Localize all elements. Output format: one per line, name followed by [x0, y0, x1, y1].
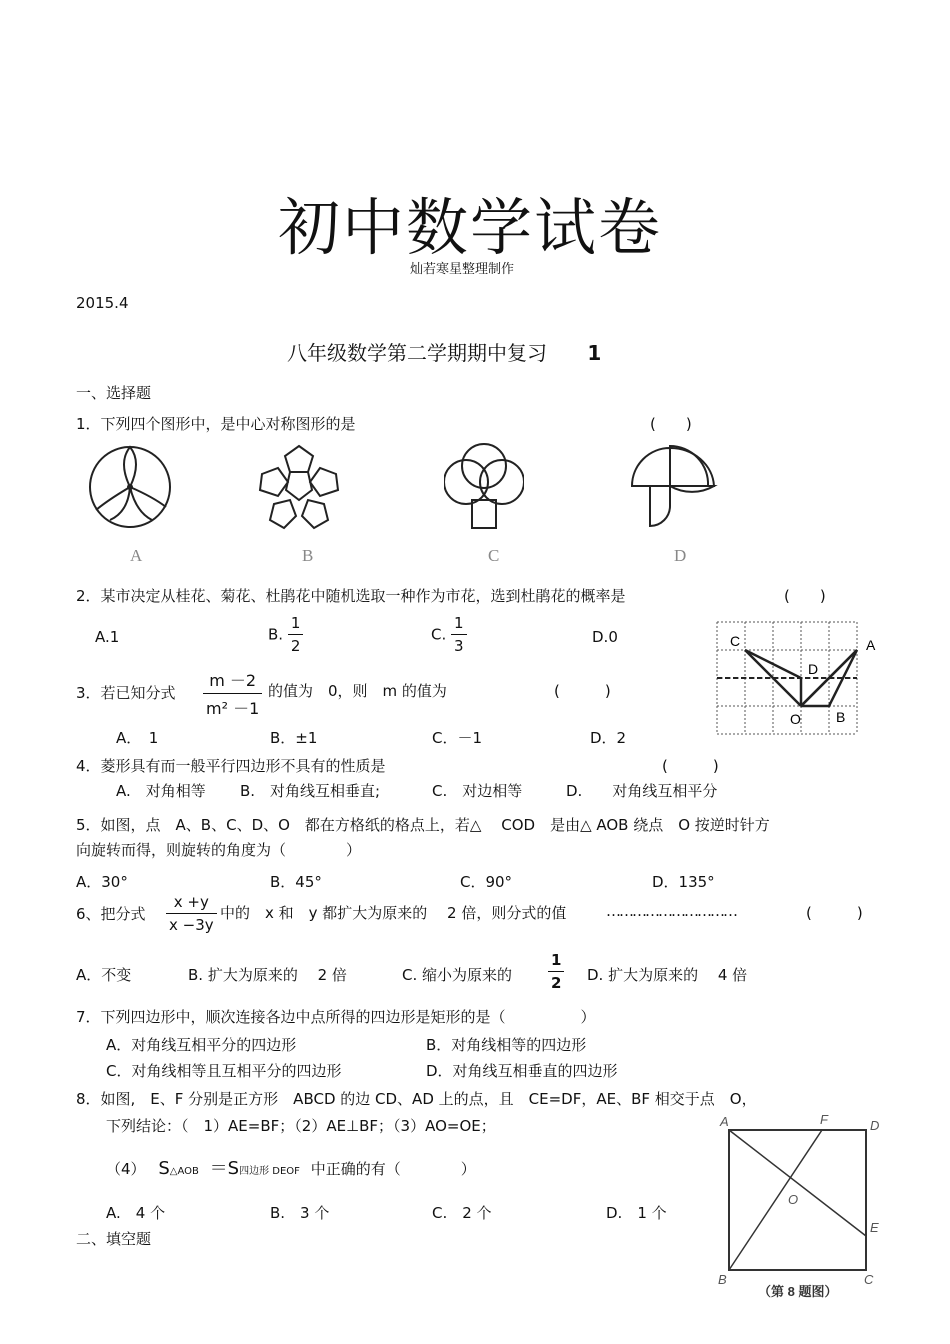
page-subtitle: 灿若寒星整理制作: [410, 262, 515, 277]
q4-paren: ( ): [662, 757, 719, 775]
q1-label-c: C: [488, 546, 500, 565]
q8-square-figure: [712, 1108, 892, 1302]
q2-option-b-label: B.: [268, 625, 284, 644]
q7-option-a: A．对角线互相平分的四边形: [106, 1036, 297, 1054]
q8-option-b: B. 3 个: [270, 1204, 330, 1222]
q3-option-d: D．2: [590, 729, 627, 747]
q8-caption: （第 8 题图）: [758, 1284, 838, 1299]
q2-option-a: A.1: [95, 628, 120, 646]
q5-label-c: C: [730, 633, 741, 649]
exam-title: [287, 337, 601, 366]
q4-option-a: A. 对角相等: [116, 782, 206, 800]
q6-option-c: C. 缩小为原来的: [402, 966, 513, 984]
q8-option-a: A. 4 个: [106, 1204, 166, 1222]
q3-text-post: 的值为 0，则 m 的值为: [268, 682, 447, 700]
section-choice: 一、选择题: [76, 384, 152, 402]
q8-label-b: B: [718, 1272, 727, 1287]
q7-text: 7．下列四边形中，顺次连接各边中点所得的四边形是矩形的是（ ）: [76, 1008, 596, 1026]
q8-item4-label: （4）: [106, 1160, 146, 1178]
q6-c-numerator: 1: [548, 951, 564, 972]
q5-label-a: A: [866, 637, 876, 653]
q2-b-numerator: 1: [288, 614, 304, 635]
q8-label-c: C: [864, 1272, 874, 1287]
q2-fraction-c: [451, 614, 467, 655]
q6-text-post: 中的 x 和 y 都扩大为原来的 2 倍，则分式的值: [220, 904, 567, 922]
page-title: 初中数学试卷: [278, 191, 663, 264]
q5-option-d: D．135°: [652, 873, 715, 891]
q8-label-d: D: [870, 1118, 880, 1133]
exam-number: 1: [587, 341, 602, 365]
q6-paren: ( ): [806, 904, 863, 922]
q3-option-c: C．－1: [432, 729, 483, 747]
q1-figure-b: [254, 442, 344, 532]
q1-figure-a: [88, 442, 174, 532]
q4-option-d: D. 对角线互相平分: [566, 782, 718, 800]
q5-line1: 5．如图，点 A、B、C、D、O 都在方格纸的格点上，若△ COD 是由△ AOB 绕点 O 按逆时针方: [76, 816, 770, 834]
q8-s1-sub: △AOB: [169, 1166, 199, 1177]
q8-equals: ＝S: [209, 1158, 240, 1179]
q8-label-a: A: [720, 1114, 729, 1129]
q2-b-denominator: 2: [290, 637, 301, 655]
q2-option-b: [268, 614, 303, 655]
q3-option-b: B．±1: [270, 729, 318, 747]
q8-option-c: C. 2 个: [432, 1204, 492, 1222]
q6-c-denominator: 2: [551, 974, 562, 992]
q5-label-d: D: [808, 661, 819, 677]
q2-c-denominator: 3: [454, 637, 464, 655]
q5-option-c: C．90°: [460, 873, 513, 891]
q2-fraction-b: [288, 614, 304, 655]
q8-label-o: O: [788, 1192, 799, 1207]
q6-option-b: B. 扩大为原来的 2 倍: [188, 966, 347, 984]
q1-figure-c: [444, 440, 524, 530]
q1-text: 1．下列四个图形中，是中心对称图形的是: [76, 415, 356, 433]
q3-text-pre: 3．若已知分式: [76, 684, 176, 702]
q2-option-c-label: C.: [431, 625, 447, 644]
q7-option-d: D．对角线互相垂直的四边形: [426, 1062, 618, 1080]
q5-line2: 向旋转而得，则旋转的角度为（ ）: [76, 841, 362, 859]
q6-numerator: x +y: [166, 893, 217, 914]
q3-option-a: A． 1: [116, 729, 159, 747]
q5-label-b: B: [836, 709, 846, 725]
q2-option-d: D.0: [592, 628, 618, 646]
q8-s2-sub: 四边形 DEOF: [239, 1166, 300, 1177]
q5-option-a: A．30°: [76, 873, 128, 891]
q3-paren: ( ): [554, 682, 611, 700]
q2-option-c: [431, 614, 467, 655]
q8-line3-post: 中正确的有（ ）: [310, 1160, 476, 1178]
q7-option-c: C．对角线相等且互相平分的四边形: [106, 1062, 342, 1080]
q4-text: 4．菱形具有而一般平行四边形不具有的性质是: [76, 757, 386, 775]
q8-s1: S: [158, 1158, 170, 1179]
exam-title-text: 八年级数学第二学期期中复习: [287, 341, 547, 365]
q4-option-c: C. 对边相等: [432, 782, 523, 800]
q4-option-b: B. 对角线互相垂直;: [240, 782, 381, 800]
q6-denominator: x −3y: [169, 916, 214, 934]
q6-option-a: A．不变: [76, 966, 132, 984]
q6-fraction-c: [548, 951, 564, 992]
q1-paren: ( ): [650, 415, 692, 433]
q1-figure-d: [626, 444, 718, 530]
q1-label-a: A: [130, 546, 143, 565]
q6-text-pre: 6、把分式: [76, 905, 146, 923]
q8-line2: 下列结论：（ 1）AE=BF；（2）AE⊥BF；（3）AO=OE；: [106, 1117, 496, 1135]
q6-fraction: [166, 893, 217, 934]
q8-line1: 8．如图, E、F 分别是正方形 ABCD 的边 CD、AD 上的点，且 CE=DF，AE、BF 相交于点 O，: [76, 1090, 757, 1108]
q5-label-o: O: [790, 711, 801, 727]
q6-option-d: D. 扩大为原来的 4 倍: [587, 966, 748, 984]
q3-denominator: m² －1: [206, 699, 260, 718]
q8-label-e: E: [870, 1220, 879, 1235]
date: 2015.4: [76, 294, 129, 312]
section-fill: 二、填空题: [76, 1230, 152, 1248]
q1-label-b: B: [302, 546, 314, 565]
q3-numerator: m －2: [203, 668, 262, 694]
q5-grid-figure: [712, 614, 882, 742]
q7-option-b: B．对角线相等的四边形: [426, 1036, 587, 1054]
q8-line3: [106, 1154, 476, 1180]
q2-text: 2．某市决定从桂花、菊花、杜鹃花中随机选取一种作为市花，选到杜鹃花的概率是: [76, 587, 626, 605]
q2-paren: ( ): [784, 587, 826, 605]
q1-label-d: D: [674, 546, 687, 565]
q8-option-d: D. 1 个: [606, 1204, 667, 1222]
q2-c-numerator: 1: [451, 614, 467, 635]
q3-fraction: [203, 668, 262, 719]
q6-dots: …………………………: [606, 902, 736, 920]
q8-label-f: F: [820, 1112, 828, 1127]
q5-option-b: B．45°: [270, 873, 322, 891]
